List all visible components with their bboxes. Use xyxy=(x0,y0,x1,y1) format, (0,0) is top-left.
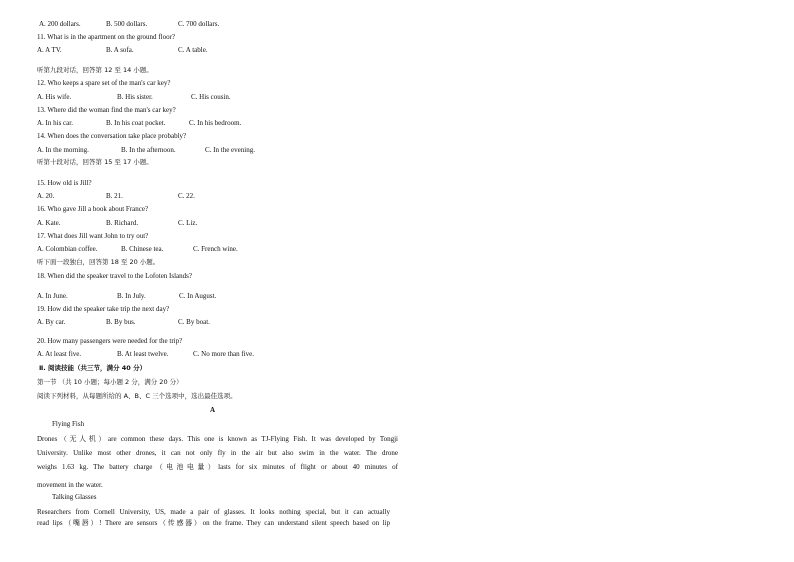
q11-option-c: C. A table. xyxy=(178,46,208,54)
q19-option-a: A. By car. xyxy=(37,318,66,326)
part2-heading: Ⅱ. 阅读技能（共三节，满分 40 分） xyxy=(39,364,147,372)
section1-heading: 第一节 （共 10 小题；每小题 2 分，满分 20 分） xyxy=(37,378,183,386)
section9-instruction: 听第九段对话，回答第 12 至 14 小题。 xyxy=(37,66,153,74)
q16-option-c: C. Liz. xyxy=(178,219,198,227)
talking-glasses-title: Talking Glasses xyxy=(52,493,97,501)
q15-option-b: B. 21. xyxy=(106,192,123,200)
q20-option-a: A. At least five. xyxy=(37,350,82,358)
q14-option-b: B. In the afternoon. xyxy=(121,146,176,154)
q12-option-a: A. His wife. xyxy=(37,93,72,101)
q16-option-b: B. Richard. xyxy=(106,219,139,227)
q20-option-b: B. At least twelve. xyxy=(117,350,169,358)
talking-glasses-line-2: read lips（嘴唇）! There are sensors（传感器）on the frame. They can understand silent speech based on lip xyxy=(37,519,390,527)
q18-question: 18. When did the speaker travel to the Lofoten Islands? xyxy=(37,272,192,280)
q14-option-c: C. In the evening. xyxy=(205,146,255,154)
monologue-instruction: 听下面一段独白，回答第 18 至 20 小题。 xyxy=(37,258,160,266)
q13-question: 13. Where did the woman find the man's car key? xyxy=(37,106,176,114)
q11-question: 11. What is in the apartment on the ground floor? xyxy=(37,33,176,41)
flying-fish-title: Flying Fish xyxy=(52,420,85,428)
q19-option-b: B. By bus. xyxy=(106,318,136,326)
q19-question: 19. How did the speaker take trip the next day? xyxy=(37,305,170,313)
q19-option-c: C. By boat. xyxy=(178,318,210,326)
q12-question: 12. Who keeps a spare set of the man's car key? xyxy=(37,79,171,87)
flying-fish-line-4: movement in the water. xyxy=(37,481,103,489)
q16-option-a: A. Kate. xyxy=(37,219,61,227)
passage-label: A xyxy=(210,406,216,414)
q13-option-b: B. In his coat pocket. xyxy=(106,119,166,127)
flying-fish-line-3: weighs 1.63 kg. The battery charge（电池电量）lasts for six minutes of flight or about 40 minutes of xyxy=(37,463,398,471)
q18-option-c: C. In August. xyxy=(179,292,217,300)
q12-option-b: B. His sister. xyxy=(117,93,153,101)
q13-option-a: A. In his car. xyxy=(37,119,73,127)
q10-option-b: B. 500 dollars. xyxy=(106,20,148,28)
q20-question: 20. How many passengers were needed for the trip? xyxy=(37,337,183,345)
q18-option-b: B. In July. xyxy=(117,292,146,300)
q15-question: 15. How old is Jill? xyxy=(37,179,92,187)
flying-fish-line-2: University. Unlike most other drones, it can not only fly in the air but also swim in the water. The drone xyxy=(37,449,398,457)
talking-glasses-line-1: Researchers from Cornell University, US, made a pair of glasses. It looks nothing special, but it can actually xyxy=(37,508,390,516)
q17-option-a: A. Colombian coffee. xyxy=(37,245,98,253)
q14-question: 14. When does the conversation take place probably? xyxy=(37,132,187,140)
q15-option-c: C. 22. xyxy=(178,192,195,200)
q11-option-b: B. A sofa. xyxy=(106,46,134,54)
q13-option-c: C. In his bedroom. xyxy=(189,119,242,127)
q12-option-c: C. His cousin. xyxy=(191,93,231,101)
reading-instruction: 阅读下列材料，从每题所给的 A、B、C 三个选项中，选出最佳选项。 xyxy=(37,392,237,400)
q10-option-a: A. 200 dollars. xyxy=(39,20,81,28)
q11-option-a: A. A TV. xyxy=(37,46,62,54)
q18-option-a: A. In June. xyxy=(37,292,68,300)
q20-option-c: C. No more than five. xyxy=(193,350,255,358)
q15-option-a: A. 20. xyxy=(37,192,55,200)
q17-question: 17. What does Jill want John to try out? xyxy=(37,232,149,240)
q14-option-a: A. In the morning. xyxy=(37,146,89,154)
flying-fish-line-1: Drones（无人机）are common these days. This one is known as TJ-Flying Fish. It was developed by Tongji xyxy=(37,435,398,443)
q16-question: 16. Who gave Jill a book about France? xyxy=(37,205,149,213)
q17-option-b: B. Chinese tea. xyxy=(121,245,164,253)
q17-option-c: C. French wine. xyxy=(193,245,238,253)
section10-instruction: 听第十段对话，回答第 15 至 17 小题。 xyxy=(37,158,153,166)
q10-option-c: C. 700 dollars. xyxy=(178,20,220,28)
